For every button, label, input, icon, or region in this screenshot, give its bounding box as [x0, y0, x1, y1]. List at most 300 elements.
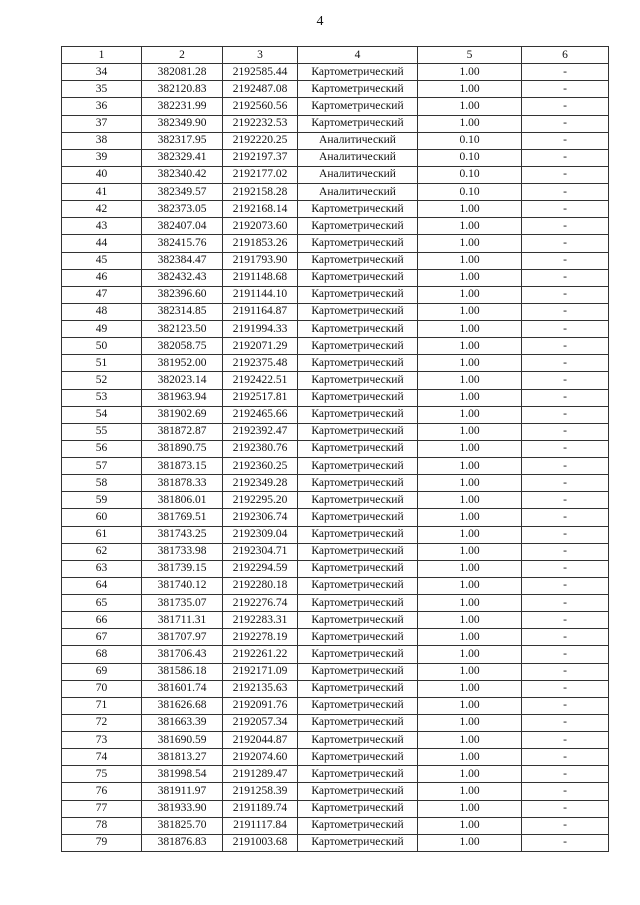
table-row — [62, 714, 609, 731]
table-cell: Картометрический — [298, 458, 418, 475]
table-cell: - — [522, 612, 609, 629]
table-row — [62, 252, 609, 269]
table-row — [62, 201, 609, 218]
table-cell: - — [522, 766, 609, 783]
table-cell: 382120.83 — [142, 81, 223, 98]
table-cell: 1.00 — [418, 663, 522, 680]
table-cell: 0.10 — [418, 132, 522, 149]
table-cell: - — [522, 475, 609, 492]
table-cell: Картометрический — [298, 372, 418, 389]
table-cell: Картометрический — [298, 800, 418, 817]
table-cell: 382407.04 — [142, 218, 223, 235]
table-cell: Аналитический — [298, 166, 418, 183]
table-cell: - — [522, 543, 609, 560]
table-cell: 1.00 — [418, 697, 522, 714]
table-row — [62, 560, 609, 577]
table-cell: 382123.50 — [142, 321, 223, 338]
table-cell: 2192074.60 — [223, 749, 298, 766]
table-cell: - — [522, 595, 609, 612]
table-cell: - — [522, 800, 609, 817]
table-cell: 2192276.74 — [223, 595, 298, 612]
table-cell: 0.10 — [418, 149, 522, 166]
table-row — [62, 629, 609, 646]
table-cell: 60 — [62, 509, 142, 526]
table-cell: 1.00 — [418, 252, 522, 269]
table-cell: Картометрический — [298, 115, 418, 132]
table-cell: 69 — [62, 663, 142, 680]
table-cell: Картометрический — [298, 766, 418, 783]
table-cell: 381735.07 — [142, 595, 223, 612]
table-cell: Картометрический — [298, 783, 418, 800]
table-cell: 382314.85 — [142, 303, 223, 320]
table-row — [62, 440, 609, 457]
table-cell: 42 — [62, 201, 142, 218]
table-cell: 382432.43 — [142, 269, 223, 286]
table-cell: 62 — [62, 543, 142, 560]
table-cell: 67 — [62, 629, 142, 646]
table-cell: 381876.83 — [142, 834, 223, 851]
table-cell: 0.10 — [418, 184, 522, 201]
table-row — [62, 749, 609, 766]
table-cell: - — [522, 132, 609, 149]
table-cell: 66 — [62, 612, 142, 629]
table-cell: 1.00 — [418, 560, 522, 577]
table-row — [62, 834, 609, 851]
table-cell: 48 — [62, 303, 142, 320]
table-cell: 2192220.25 — [223, 132, 298, 149]
table-cell: 382329.41 — [142, 149, 223, 166]
table-cell: 1.00 — [418, 475, 522, 492]
table-cell: 1.00 — [418, 766, 522, 783]
table-cell: 2192360.25 — [223, 458, 298, 475]
table-row — [62, 492, 609, 509]
table-cell: 2192295.20 — [223, 492, 298, 509]
table-cell: 381733.98 — [142, 543, 223, 560]
table-row — [62, 577, 609, 594]
table-cell: - — [522, 321, 609, 338]
table-cell: 381601.74 — [142, 680, 223, 697]
table-cell: - — [522, 817, 609, 834]
table-cell: 2192283.31 — [223, 612, 298, 629]
table-cell: - — [522, 286, 609, 303]
table-cell: 1.00 — [418, 492, 522, 509]
table-cell: Картометрический — [298, 201, 418, 218]
table-cell: Картометрический — [298, 526, 418, 543]
table-cell: 1.00 — [418, 355, 522, 372]
table-row — [62, 218, 609, 235]
table-row — [62, 526, 609, 543]
table-cell: 381806.01 — [142, 492, 223, 509]
table-cell: 382231.99 — [142, 98, 223, 115]
table-cell: 382317.95 — [142, 132, 223, 149]
table-cell: - — [522, 184, 609, 201]
table-cell: - — [522, 115, 609, 132]
table-cell: 50 — [62, 338, 142, 355]
table-cell: 1.00 — [418, 115, 522, 132]
table-cell: 71 — [62, 697, 142, 714]
column-header-2: 2 — [142, 47, 223, 64]
table-row — [62, 663, 609, 680]
table-cell: Картометрический — [298, 235, 418, 252]
table-cell: 381743.25 — [142, 526, 223, 543]
table-cell: 381586.18 — [142, 663, 223, 680]
table-cell: 2192560.56 — [223, 98, 298, 115]
table-cell: 78 — [62, 817, 142, 834]
table-cell: - — [522, 577, 609, 594]
table-cell: - — [522, 406, 609, 423]
table-cell: 2191853.26 — [223, 235, 298, 252]
table-cell: 59 — [62, 492, 142, 509]
table-cell: 2192158.28 — [223, 184, 298, 201]
table-cell: 382081.28 — [142, 64, 223, 81]
table-cell: 2191994.33 — [223, 321, 298, 338]
table-cell: - — [522, 526, 609, 543]
table-cell: 2192392.47 — [223, 423, 298, 440]
table-cell: 2192057.34 — [223, 714, 298, 731]
table-cell: 54 — [62, 406, 142, 423]
table-cell: - — [522, 389, 609, 406]
table-cell: Картометрический — [298, 338, 418, 355]
table-cell: 1.00 — [418, 646, 522, 663]
table-cell: 76 — [62, 783, 142, 800]
table-cell: 2192309.04 — [223, 526, 298, 543]
table-cell: 381626.68 — [142, 697, 223, 714]
table-cell: 79 — [62, 834, 142, 851]
table-row — [62, 115, 609, 132]
table-cell: - — [522, 81, 609, 98]
table-cell: 57 — [62, 458, 142, 475]
column-header-5: 5 — [418, 47, 522, 64]
table-cell: 382349.90 — [142, 115, 223, 132]
table-cell: 55 — [62, 423, 142, 440]
table-cell: 68 — [62, 646, 142, 663]
table-cell: 381872.87 — [142, 423, 223, 440]
table-cell: 1.00 — [418, 714, 522, 731]
table-cell: 1.00 — [418, 303, 522, 320]
table-row — [62, 321, 609, 338]
table-cell: - — [522, 492, 609, 509]
table-row — [62, 64, 609, 81]
table-cell: - — [522, 303, 609, 320]
table-cell: Картометрический — [298, 595, 418, 612]
table-cell: - — [522, 252, 609, 269]
table-row — [62, 355, 609, 372]
table-cell: - — [522, 166, 609, 183]
table-cell: 2192232.53 — [223, 115, 298, 132]
table-cell: 1.00 — [418, 321, 522, 338]
table-row — [62, 286, 609, 303]
table-cell: Картометрический — [298, 389, 418, 406]
table-cell: Картометрический — [298, 680, 418, 697]
table-cell: - — [522, 423, 609, 440]
table-cell: Картометрический — [298, 577, 418, 594]
table-cell: 382373.05 — [142, 201, 223, 218]
table-cell: 61 — [62, 526, 142, 543]
table-cell: 382396.60 — [142, 286, 223, 303]
table-cell: 65 — [62, 595, 142, 612]
table-cell: - — [522, 663, 609, 680]
table-cell: 1.00 — [418, 680, 522, 697]
table-cell: Картометрический — [298, 98, 418, 115]
table-row — [62, 680, 609, 697]
table-cell: 381911.97 — [142, 783, 223, 800]
table-cell: Картометрический — [298, 252, 418, 269]
table-cell: 2191793.90 — [223, 252, 298, 269]
table-cell: Картометрический — [298, 612, 418, 629]
table-row — [62, 697, 609, 714]
table-cell: 34 — [62, 64, 142, 81]
table-cell: 49 — [62, 321, 142, 338]
table-row — [62, 612, 609, 629]
table-cell: 2192091.76 — [223, 697, 298, 714]
table-cell: 381813.27 — [142, 749, 223, 766]
table-cell: 2191148.68 — [223, 269, 298, 286]
table-cell: Картометрический — [298, 732, 418, 749]
table-cell: - — [522, 560, 609, 577]
table-row — [62, 509, 609, 526]
table-cell: Аналитический — [298, 184, 418, 201]
table-cell: 2192071.29 — [223, 338, 298, 355]
table-row — [62, 303, 609, 320]
table-cell: Картометрический — [298, 629, 418, 646]
table-cell: 1.00 — [418, 286, 522, 303]
table-cell: - — [522, 749, 609, 766]
table-cell: 2192304.71 — [223, 543, 298, 560]
table-cell: 74 — [62, 749, 142, 766]
table-cell: - — [522, 64, 609, 81]
table-cell: 47 — [62, 286, 142, 303]
table-cell: 381933.90 — [142, 800, 223, 817]
table-cell: 2191117.84 — [223, 817, 298, 834]
table-cell: 2191258.39 — [223, 783, 298, 800]
table-cell: 35 — [62, 81, 142, 98]
table-cell: 381711.31 — [142, 612, 223, 629]
table-cell: 2192044.87 — [223, 732, 298, 749]
table-row — [62, 149, 609, 166]
table-cell: Картометрический — [298, 714, 418, 731]
table-cell: 53 — [62, 389, 142, 406]
table-cell: 2192487.08 — [223, 81, 298, 98]
table-cell: - — [522, 629, 609, 646]
table-cell: - — [522, 714, 609, 731]
table-cell: 2191189.74 — [223, 800, 298, 817]
table-cell: - — [522, 149, 609, 166]
table-cell: 381707.97 — [142, 629, 223, 646]
table-cell: Картометрический — [298, 543, 418, 560]
table-cell: 2191003.68 — [223, 834, 298, 851]
table-cell: 381963.94 — [142, 389, 223, 406]
table-cell: 2192375.48 — [223, 355, 298, 372]
table-cell: Картометрический — [298, 423, 418, 440]
table-cell: Картометрический — [298, 303, 418, 320]
table-cell: 1.00 — [418, 423, 522, 440]
table-body — [62, 64, 609, 852]
table-row — [62, 184, 609, 201]
table-cell: Картометрический — [298, 817, 418, 834]
table-header — [62, 47, 609, 64]
table-cell: 2192306.74 — [223, 509, 298, 526]
table-cell: 72 — [62, 714, 142, 731]
table-cell: 1.00 — [418, 800, 522, 817]
table-cell: - — [522, 509, 609, 526]
table-row — [62, 81, 609, 98]
table-cell: Картометрический — [298, 269, 418, 286]
coordinates-table — [61, 46, 609, 852]
table-cell: 2192294.59 — [223, 560, 298, 577]
table-cell: 1.00 — [418, 817, 522, 834]
table-cell: 381902.69 — [142, 406, 223, 423]
table-cell: 2192349.28 — [223, 475, 298, 492]
table-cell: 63 — [62, 560, 142, 577]
table-row — [62, 732, 609, 749]
table-cell: Картометрический — [298, 697, 418, 714]
table-cell: 2192422.51 — [223, 372, 298, 389]
table-cell: 1.00 — [418, 235, 522, 252]
page-number: 4 — [316, 14, 324, 29]
table-cell: Аналитический — [298, 149, 418, 166]
table-cell: 1.00 — [418, 440, 522, 457]
column-header-4: 4 — [298, 47, 418, 64]
table-cell: - — [522, 372, 609, 389]
table-cell: 2192261.22 — [223, 646, 298, 663]
table-cell: 381663.39 — [142, 714, 223, 731]
table-cell: 2192465.66 — [223, 406, 298, 423]
table-cell: Картометрический — [298, 440, 418, 457]
table-cell: 36 — [62, 98, 142, 115]
column-header-6: 6 — [522, 47, 609, 64]
table-cell: 64 — [62, 577, 142, 594]
table-cell: 1.00 — [418, 201, 522, 218]
table-cell: 56 — [62, 440, 142, 457]
table-row — [62, 817, 609, 834]
table-cell: 1.00 — [418, 526, 522, 543]
table-cell: Картометрический — [298, 81, 418, 98]
table-cell: - — [522, 235, 609, 252]
table-cell: Картометрический — [298, 406, 418, 423]
table-cell: 1.00 — [418, 783, 522, 800]
table-cell: 1.00 — [418, 732, 522, 749]
table-cell: 381740.12 — [142, 577, 223, 594]
table-cell: 37 — [62, 115, 142, 132]
table-cell: 1.00 — [418, 458, 522, 475]
table-row — [62, 166, 609, 183]
table-row — [62, 372, 609, 389]
table-cell: - — [522, 440, 609, 457]
column-header-1: 1 — [62, 47, 142, 64]
table-cell: - — [522, 458, 609, 475]
table-cell: 2191164.87 — [223, 303, 298, 320]
column-header-3: 3 — [223, 47, 298, 64]
table-cell: Картометрический — [298, 492, 418, 509]
table-cell: 1.00 — [418, 834, 522, 851]
table-cell: 1.00 — [418, 389, 522, 406]
table-row — [62, 595, 609, 612]
table-row — [62, 783, 609, 800]
table-cell: 2192177.02 — [223, 166, 298, 183]
table-cell: 381769.51 — [142, 509, 223, 526]
table-row — [62, 543, 609, 560]
table-cell: 381998.54 — [142, 766, 223, 783]
table-cell: 382340.42 — [142, 166, 223, 183]
table-row — [62, 646, 609, 663]
table-cell: 75 — [62, 766, 142, 783]
table-cell: Картометрический — [298, 218, 418, 235]
table-cell: - — [522, 355, 609, 372]
table-cell: Картометрический — [298, 286, 418, 303]
table-cell: 1.00 — [418, 577, 522, 594]
table-cell: Картометрический — [298, 560, 418, 577]
table-cell: - — [522, 338, 609, 355]
table-cell: - — [522, 98, 609, 115]
table-cell: 0.10 — [418, 166, 522, 183]
table-cell: 46 — [62, 269, 142, 286]
table-cell: 1.00 — [418, 629, 522, 646]
table-row — [62, 269, 609, 286]
table-row — [62, 338, 609, 355]
table-cell: 51 — [62, 355, 142, 372]
table-row — [62, 800, 609, 817]
table-cell: 1.00 — [418, 218, 522, 235]
table-cell: Аналитический — [298, 132, 418, 149]
table-cell: - — [522, 680, 609, 697]
table-cell: 1.00 — [418, 749, 522, 766]
table-cell: 1.00 — [418, 81, 522, 98]
table-cell: 73 — [62, 732, 142, 749]
table-cell: 2192585.44 — [223, 64, 298, 81]
table-cell: 2192073.60 — [223, 218, 298, 235]
table-cell: Картометрический — [298, 749, 418, 766]
table-row — [62, 235, 609, 252]
table-cell: 382023.14 — [142, 372, 223, 389]
table-cell: 381739.15 — [142, 560, 223, 577]
table-cell: 77 — [62, 800, 142, 817]
table-row — [62, 389, 609, 406]
table-cell: 44 — [62, 235, 142, 252]
table-cell: 2192168.14 — [223, 201, 298, 218]
table-cell: 2192135.63 — [223, 680, 298, 697]
table-cell: 2192380.76 — [223, 440, 298, 457]
table-cell: Картометрический — [298, 64, 418, 81]
table-row — [62, 406, 609, 423]
table-cell: 381706.43 — [142, 646, 223, 663]
table-cell: 2192171.09 — [223, 663, 298, 680]
table-cell: 1.00 — [418, 64, 522, 81]
table-row — [62, 458, 609, 475]
table-cell: 43 — [62, 218, 142, 235]
table-cell: 381690.59 — [142, 732, 223, 749]
table-cell: 1.00 — [418, 269, 522, 286]
table-row — [62, 132, 609, 149]
table-cell: 52 — [62, 372, 142, 389]
table-cell: 381952.00 — [142, 355, 223, 372]
table-cell: - — [522, 269, 609, 286]
table-cell: 1.00 — [418, 338, 522, 355]
table-cell: - — [522, 732, 609, 749]
table-cell: - — [522, 697, 609, 714]
table-cell: Картометрический — [298, 475, 418, 492]
table-cell: 45 — [62, 252, 142, 269]
table-cell: 2192280.18 — [223, 577, 298, 594]
table-cell: 58 — [62, 475, 142, 492]
table-cell: 381873.15 — [142, 458, 223, 475]
table-cell: - — [522, 201, 609, 218]
table-cell: 2192197.37 — [223, 149, 298, 166]
table-cell: 38 — [62, 132, 142, 149]
table-cell: 382058.75 — [142, 338, 223, 355]
table-cell: 381878.33 — [142, 475, 223, 492]
table-cell: 1.00 — [418, 406, 522, 423]
table-cell: 2192278.19 — [223, 629, 298, 646]
